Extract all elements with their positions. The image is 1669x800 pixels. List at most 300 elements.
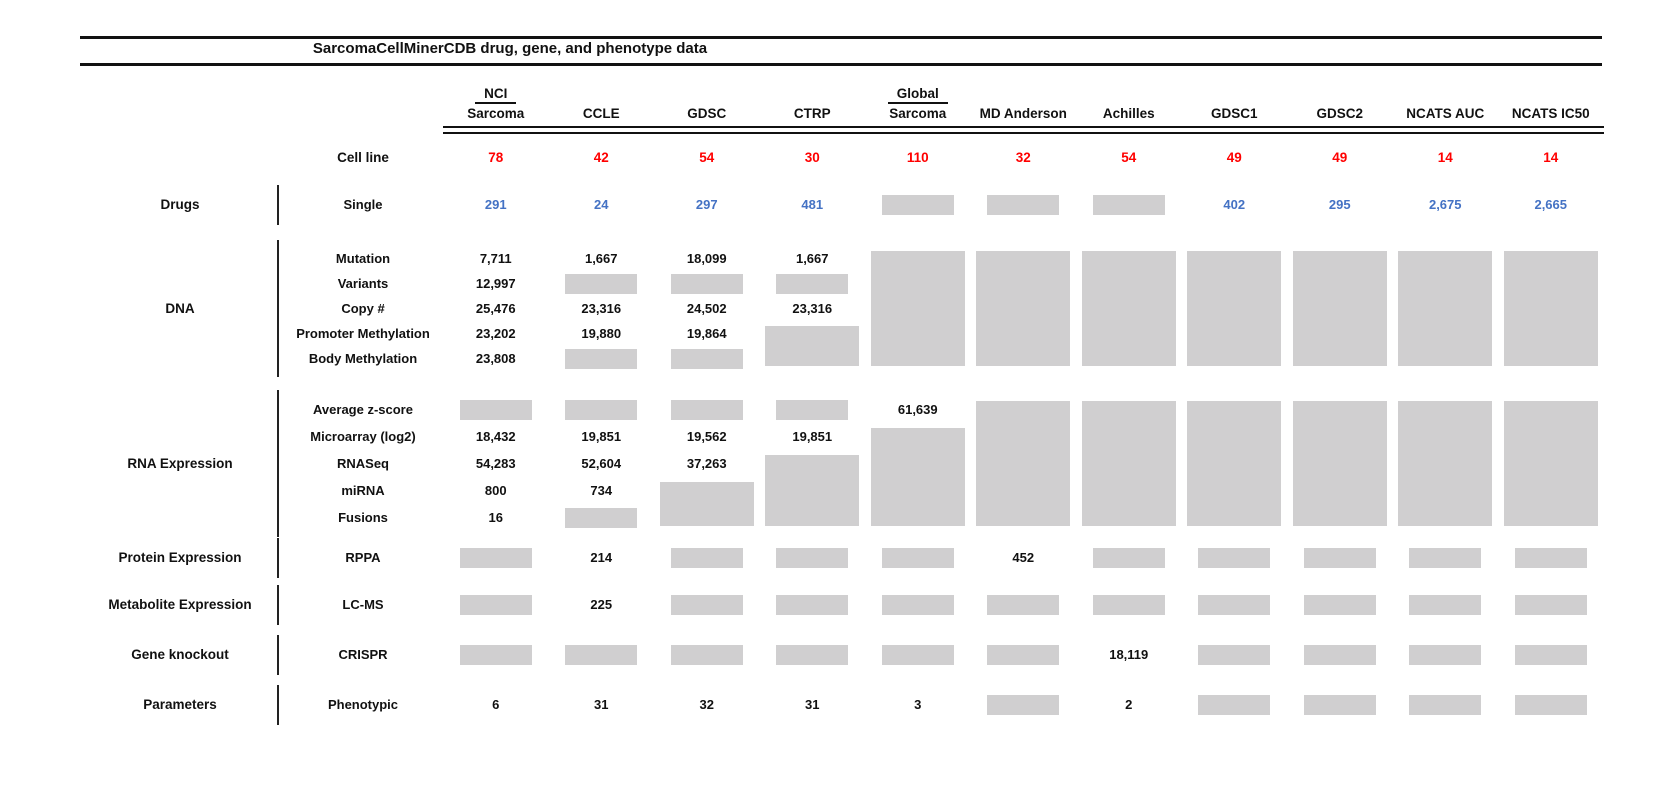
no-data-box (765, 455, 859, 526)
data-value: 16 (488, 510, 503, 525)
no-data-box (987, 695, 1059, 715)
data-value: 31 (805, 697, 820, 712)
no-data-box (1515, 595, 1587, 615)
no-data-cell (1076, 591, 1182, 619)
data-value: 31 (594, 697, 609, 712)
group-data (443, 691, 1604, 719)
group-label: Drugs (160, 197, 200, 212)
data-value: 295 (1328, 197, 1351, 212)
no-data-cell (1182, 591, 1288, 619)
no-data-box (565, 349, 637, 369)
data-value: 19,880 (581, 326, 622, 341)
no-data-cell (1393, 691, 1499, 719)
no-data-box (987, 195, 1059, 215)
data-value: 19,562 (686, 429, 727, 444)
no-data-cell (1393, 591, 1499, 619)
no-data-box (776, 548, 848, 568)
no-data-box (460, 548, 532, 568)
column-cells (1287, 641, 1393, 669)
column-cells (1287, 191, 1393, 219)
column-cells (1076, 191, 1182, 219)
data-value: 214 (590, 550, 613, 565)
no-data-cell (443, 591, 549, 619)
cell-line-count: 78 (488, 150, 504, 165)
cell-line-count: 49 (1332, 150, 1348, 165)
no-data-box (460, 400, 532, 420)
no-data-cell (1393, 641, 1499, 669)
no-data-cell (549, 396, 655, 423)
no-data-cell (760, 321, 866, 371)
no-data-box (1409, 645, 1481, 665)
column-cells (760, 691, 866, 719)
group-block (0, 396, 1669, 531)
cell-line-count: 110 (906, 150, 929, 165)
column-header: CTRP (793, 106, 831, 121)
data-value: 23,316 (792, 301, 833, 316)
no-data-cell (1287, 246, 1393, 371)
no-data-box (1304, 645, 1376, 665)
figure-title: SarcomaCellMinerCDB drug, gene, and phenotype data (312, 40, 708, 57)
group-separator-bar (277, 240, 279, 377)
column-cells (1182, 641, 1288, 669)
data-value: 52,604 (581, 456, 622, 471)
row-label: Mutation (335, 251, 391, 266)
no-data-cell (1076, 191, 1182, 219)
no-data-cell (1393, 396, 1499, 531)
no-data-cell (1182, 396, 1288, 531)
row-label: Average z-score (313, 402, 413, 417)
data-value: 18,099 (686, 251, 727, 266)
column-cells (1182, 591, 1288, 619)
group-label: Protein Expression (118, 550, 242, 565)
row-label: CRISPR (338, 647, 388, 662)
column-cells (1182, 191, 1288, 219)
no-data-cell (549, 641, 655, 669)
row-labels (288, 191, 438, 219)
column-cells (1076, 544, 1182, 572)
no-data-box (1409, 548, 1481, 568)
column-cells (654, 246, 760, 371)
no-data-box (671, 349, 743, 369)
data-value: 291 (484, 197, 507, 212)
no-data-box (565, 274, 637, 294)
group-separator-bar (277, 538, 279, 578)
column-cells (1076, 396, 1182, 531)
column-cells (1393, 691, 1499, 719)
column-cells (1076, 591, 1182, 619)
no-data-box (460, 645, 532, 665)
group-block (0, 191, 1669, 219)
data-value: 481 (801, 197, 824, 212)
no-data-cell (654, 641, 760, 669)
column-header: GDSC1 (1210, 106, 1258, 121)
column-cells (1498, 544, 1604, 572)
no-data-cell (654, 396, 760, 423)
column-cells (1498, 691, 1604, 719)
row-labels (288, 396, 438, 531)
group-label: RNA Expression (127, 456, 233, 471)
data-value: 18,119 (1109, 647, 1149, 662)
column-cells (1498, 191, 1604, 219)
data-value: 19,864 (686, 326, 727, 341)
data-value: 54,283 (475, 456, 516, 471)
column-cells (760, 544, 866, 572)
column-header: NCATS IC50 (1511, 106, 1590, 121)
column-cells (654, 691, 760, 719)
no-data-box (1504, 251, 1598, 366)
row-labels (288, 246, 438, 371)
column-cells (1393, 591, 1499, 619)
column-cells (760, 396, 866, 531)
no-data-box (671, 548, 743, 568)
row-label: Variants (337, 276, 389, 291)
no-data-cell (1498, 544, 1604, 572)
no-data-cell (654, 477, 760, 531)
column-cells (443, 246, 549, 371)
no-data-cell (865, 591, 971, 619)
column-cells (443, 591, 549, 619)
no-data-cell (1182, 641, 1288, 669)
column-header-topline (1287, 84, 1393, 104)
column-cells (971, 691, 1077, 719)
column-cells (971, 246, 1077, 371)
column-cells (1498, 396, 1604, 531)
no-data-box (882, 548, 954, 568)
cell-line-count: 54 (699, 150, 715, 165)
data-value: 1,667 (795, 251, 829, 266)
no-data-cell (1287, 396, 1393, 531)
column-cells (760, 191, 866, 219)
column-cells (654, 641, 760, 669)
column-header-topline (760, 84, 866, 104)
no-data-cell (971, 396, 1077, 531)
row-label: RNASeq (336, 456, 389, 471)
column-cells (865, 641, 971, 669)
group-separator-bar (277, 185, 279, 225)
data-value: 23,316 (581, 301, 622, 316)
no-data-box (1198, 695, 1270, 715)
title-top-rule (80, 36, 1602, 39)
column-cells (1393, 246, 1499, 371)
column-header: NCATS AUC (1406, 106, 1485, 121)
row-label: LC-MS (342, 597, 384, 612)
no-data-box (1398, 251, 1492, 366)
no-data-box (671, 400, 743, 420)
no-data-box (882, 595, 954, 615)
column-cells (549, 641, 655, 669)
column-cells (971, 641, 1077, 669)
no-data-cell (1498, 691, 1604, 719)
column-cells (443, 641, 549, 669)
group-data (443, 191, 1604, 219)
column-cells (1287, 396, 1393, 531)
column-cells (1393, 641, 1499, 669)
column-cells (865, 396, 971, 531)
column-header-topline (443, 84, 549, 104)
column-header-topline (865, 84, 971, 104)
data-value: 24,502 (686, 301, 727, 316)
data-value: 19,851 (581, 429, 622, 444)
data-value: 37,263 (686, 456, 727, 471)
column-cells (971, 191, 1077, 219)
no-data-cell (1287, 641, 1393, 669)
column-header: Achilles (1102, 106, 1155, 121)
column-cells (654, 544, 760, 572)
no-data-box (1304, 548, 1376, 568)
data-value: 6 (492, 697, 500, 712)
column-header-top-label: NCI (475, 85, 516, 104)
column-cells (865, 591, 971, 619)
column-cells (1182, 246, 1288, 371)
no-data-box (1198, 595, 1270, 615)
group-separator-bar (277, 635, 279, 675)
row-label: Promoter Methylation (296, 326, 430, 341)
cell-line-count: 49 (1226, 150, 1242, 165)
data-value: 32 (699, 697, 714, 712)
no-data-box (987, 645, 1059, 665)
no-data-cell (971, 591, 1077, 619)
no-data-cell (654, 591, 760, 619)
row-label: Body Methylation (308, 351, 418, 366)
row-labels (288, 591, 438, 619)
no-data-box (565, 645, 637, 665)
column-cells (1076, 691, 1182, 719)
no-data-box (776, 274, 848, 294)
column-cells (1393, 396, 1499, 531)
column-cells (549, 591, 655, 619)
row-label: Fusions (338, 510, 388, 525)
column-header: Sarcoma (889, 106, 947, 121)
no-data-box (671, 595, 743, 615)
no-data-box (882, 645, 954, 665)
no-data-cell (1076, 396, 1182, 531)
no-data-cell (865, 246, 971, 371)
column-cells (865, 691, 971, 719)
no-data-box (1082, 401, 1176, 526)
column-cells (443, 191, 549, 219)
column-cells (443, 691, 549, 719)
cell-line-count: 14 (1437, 150, 1453, 165)
column-cells (760, 641, 866, 669)
no-data-box (871, 251, 965, 366)
no-data-cell (1498, 396, 1604, 531)
column-header: GDSC2 (1316, 106, 1363, 121)
column-header: MD Anderson (979, 106, 1067, 121)
column-cells (549, 191, 655, 219)
column-header-topline (971, 84, 1077, 104)
column-cells (654, 591, 760, 619)
column-cells (1498, 641, 1604, 669)
data-value: 3 (914, 697, 922, 712)
no-data-box (1293, 401, 1387, 526)
no-data-cell (549, 271, 655, 296)
no-data-cell (865, 544, 971, 572)
data-value: 18,432 (475, 429, 516, 444)
no-data-box (1515, 695, 1587, 715)
no-data-cell (760, 396, 866, 423)
no-data-box (565, 508, 637, 528)
no-data-box (1198, 645, 1270, 665)
group-label: Gene knockout (131, 647, 229, 662)
column-header: Sarcoma (467, 106, 525, 121)
group-block (0, 691, 1669, 719)
column-cells (443, 396, 549, 531)
column-header-topline (1076, 84, 1182, 104)
column-cells (1393, 191, 1499, 219)
no-data-cell (760, 544, 866, 572)
column-cells (760, 246, 866, 371)
no-data-box (976, 401, 1070, 526)
no-data-box (1515, 645, 1587, 665)
no-data-box (660, 482, 754, 526)
group-block (0, 544, 1669, 572)
column-cells (1182, 544, 1288, 572)
no-data-box (1398, 401, 1492, 526)
column-cells (1182, 691, 1288, 719)
no-data-cell (549, 346, 655, 371)
no-data-box (976, 251, 1070, 366)
no-data-box (882, 195, 954, 215)
data-value: 23,202 (475, 326, 516, 341)
group-block (0, 246, 1669, 371)
no-data-box (1409, 695, 1481, 715)
no-data-cell (1393, 544, 1499, 572)
column-cells (865, 246, 971, 371)
data-value: 402 (1223, 197, 1246, 212)
data-value: 297 (695, 197, 718, 212)
cell-line-counts (443, 150, 1604, 165)
no-data-cell (760, 271, 866, 296)
group-separator-bar (277, 390, 279, 537)
no-data-box (1187, 251, 1281, 366)
no-data-box (1304, 695, 1376, 715)
group-separator-bar (277, 685, 279, 725)
group-label: Parameters (143, 697, 217, 712)
row-labels (288, 691, 438, 719)
no-data-cell (443, 396, 549, 423)
no-data-box (1187, 401, 1281, 526)
no-data-box (1304, 595, 1376, 615)
data-value: 23,808 (475, 351, 516, 366)
column-cells (549, 396, 655, 531)
no-data-box (565, 400, 637, 420)
data-value: 25,476 (475, 301, 516, 316)
no-data-box (1515, 548, 1587, 568)
data-value: 2,675 (1428, 197, 1462, 212)
no-data-cell (1287, 591, 1393, 619)
group-block (0, 641, 1669, 669)
cell-line-count: 32 (1015, 150, 1031, 165)
no-data-cell (865, 641, 971, 669)
no-data-cell (1393, 246, 1499, 371)
column-header: CCLE (582, 106, 620, 121)
column-cells (549, 246, 655, 371)
column-cells (654, 191, 760, 219)
no-data-box (871, 428, 965, 526)
no-data-box (1198, 548, 1270, 568)
data-value: 1,667 (584, 251, 618, 266)
no-data-cell (1498, 246, 1604, 371)
column-cells (1498, 246, 1604, 371)
data-value: 225 (590, 597, 613, 612)
no-data-box (1093, 195, 1165, 215)
data-value: 61,639 (897, 402, 938, 417)
cell-line-count: 14 (1543, 150, 1559, 165)
no-data-box (1293, 251, 1387, 366)
no-data-cell (865, 423, 971, 531)
no-data-cell (1076, 246, 1182, 371)
no-data-cell (1498, 641, 1604, 669)
column-cells (1076, 246, 1182, 371)
column-header-topline (1498, 84, 1604, 104)
column-cells (971, 396, 1077, 531)
no-data-box (765, 326, 859, 366)
data-value: 452 (1012, 550, 1035, 565)
column-cells (865, 544, 971, 572)
no-data-box (1093, 548, 1165, 568)
column-cells (443, 544, 549, 572)
cell-line-count: 54 (1121, 150, 1137, 165)
no-data-box (671, 645, 743, 665)
group-data (443, 246, 1604, 371)
column-cells (549, 544, 655, 572)
no-data-cell (1182, 246, 1288, 371)
cell-line-row-label: Cell line (337, 150, 389, 165)
group-data (443, 396, 1604, 531)
row-labels (288, 544, 438, 572)
no-data-cell (1182, 691, 1288, 719)
column-cells (1287, 691, 1393, 719)
row-labels (288, 641, 438, 669)
no-data-box (1093, 595, 1165, 615)
no-data-cell (443, 544, 549, 572)
column-cells (549, 691, 655, 719)
data-value: 2 (1125, 697, 1133, 712)
column-cells (1393, 544, 1499, 572)
column-cells (971, 591, 1077, 619)
no-data-cell (1498, 591, 1604, 619)
no-data-cell (971, 191, 1077, 219)
column-header: GDSC (687, 106, 727, 121)
group-separator-bar (277, 585, 279, 625)
column-header-topline (1393, 84, 1499, 104)
no-data-cell (971, 641, 1077, 669)
no-data-cell (1287, 544, 1393, 572)
no-data-cell (971, 246, 1077, 371)
no-data-box (1409, 595, 1481, 615)
data-value: 734 (590, 483, 613, 498)
group-data (443, 641, 1604, 669)
no-data-box (776, 595, 848, 615)
no-data-cell (760, 641, 866, 669)
no-data-cell (654, 346, 760, 371)
no-data-cell (1287, 691, 1393, 719)
data-value: 24 (594, 197, 609, 212)
column-cells (1287, 246, 1393, 371)
no-data-box (776, 400, 848, 420)
title-bottom-rule (80, 63, 1602, 66)
cell-line-count: 42 (593, 150, 609, 165)
header-double-rule (443, 126, 1604, 134)
column-header-top-label: Global (888, 85, 948, 104)
data-value: 800 (484, 483, 507, 498)
data-value: 12,997 (475, 276, 516, 291)
group-block (0, 591, 1669, 619)
column-headers (443, 104, 1604, 124)
group-label: DNA (165, 301, 195, 316)
no-data-cell (760, 591, 866, 619)
column-header-topline (654, 84, 760, 104)
